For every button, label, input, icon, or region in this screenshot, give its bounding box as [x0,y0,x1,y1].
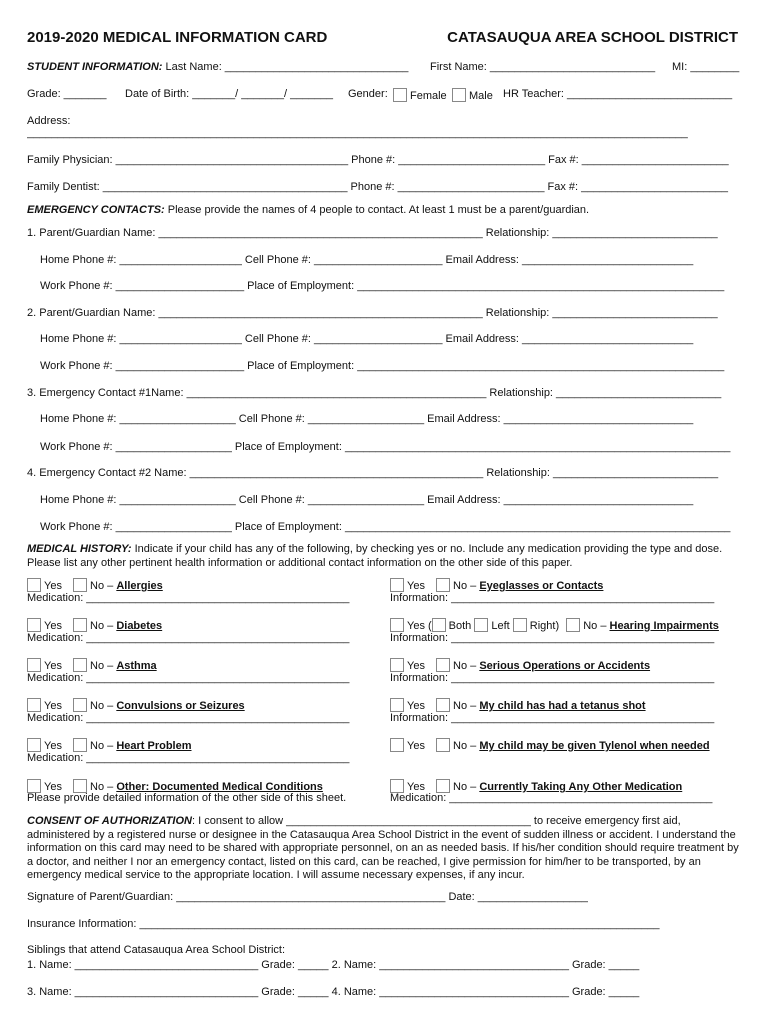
yes-label: Yes [407,580,425,592]
allergies-yes-checkbox[interactable] [27,578,41,592]
eyeglasses-yes-checkbox[interactable] [390,578,404,592]
allergies-no-checkbox[interactable] [73,578,87,592]
diabetes-yes-checkbox[interactable] [27,618,41,632]
both-label: Both [448,620,472,632]
no-label: No – [453,580,480,592]
hearing-both-checkbox[interactable] [432,618,446,632]
medical-instructions: Indicate if your child has any of the following, by checking yes or no. Include any medication providing the type and dose. Please list any other pertinent health information or additional contact information on the other side of this paper. [27,543,723,569]
diabetes-label: Diabetes [116,620,163,632]
tylenol-row [390,738,710,753]
emergency-instructions: Please provide the names of 4 people to contact. At least 1 must be a parent/guardian. [164,204,590,216]
consent-heading: CONSENT OF AUTHORIZATION [27,815,192,827]
contact3-work-row[interactable]: Work Phone #: ___________________ Place of Employment: _______________________________________________________________ [40,441,731,453]
yes-label: Yes [44,700,62,712]
no-label: No – [90,660,117,672]
left-label: Left [491,620,510,632]
yes-label: Yes [44,740,62,752]
family-dentist-row[interactable]: Family Dentist: ________________________________________ Phone #: ________________________ Fax #: ________________________ [27,181,728,193]
medical-history-header [27,543,745,570]
address-field[interactable]: ____________________________________________________________________________________________________________ [27,127,688,139]
heart-yes-checkbox[interactable] [27,738,41,752]
eyeglasses-no-checkbox[interactable] [436,578,450,592]
other-medication-field[interactable]: Medication: ___________________________________________ [390,792,713,804]
tylenol-label: My child may be given Tylenol when needed [479,740,710,752]
yes-label: Yes [44,580,62,592]
hr-teacher-field[interactable]: HR Teacher: ___________________________ [503,88,733,100]
last-name-field[interactable]: Last Name: ______________________________ [162,61,409,73]
asthma-row [27,658,157,673]
contact4-work-row[interactable]: Work Phone #: ___________________ Place of Employment: _______________________________________________________________ [40,521,731,533]
tetanus-information-field[interactable]: Information: ___________________________________________ [390,712,715,724]
contact3-phone-row[interactable]: Home Phone #: ___________________ Cell Phone #: ___________________ Email Address: _______________________________ [40,413,694,425]
student-name-row [27,61,745,74]
contact1-name-row[interactable]: 1. Parent/Guardian Name: _____________________________________________________ Relationship: ___________________________ [27,227,718,239]
seizures-medication-field[interactable]: Medication: ___________________________________________ [27,712,350,724]
eyeglasses-row [390,578,603,593]
tylenol-no-checkbox[interactable] [436,738,450,752]
hearing-yes-checkbox[interactable] [390,618,404,632]
contact4-phone-row[interactable]: Home Phone #: ___________________ Cell Phone #: ___________________ Email Address: _______________________________ [40,494,694,506]
hearing-no-checkbox[interactable] [566,618,580,632]
hearing-yes-label: Yes ( [407,620,432,632]
contact4-name-row[interactable]: 4. Emergency Contact #2 Name: ________________________________________________ Relationship: ___________________________ [27,467,719,479]
card-title: 2019-2020 MEDICAL INFORMATION CARD [27,29,328,46]
no-label: No – [583,620,610,632]
student-info-heading: STUDENT INFORMATION: [27,61,163,73]
asthma-label: Asthma [116,660,157,672]
tetanus-no-checkbox[interactable] [436,698,450,712]
consent-paragraph [27,815,745,883]
operations-yes-checkbox[interactable] [390,658,404,672]
seizures-no-checkbox[interactable] [73,698,87,712]
diabetes-medication-field[interactable]: Medication: ___________________________________________ [27,632,350,644]
signature-row[interactable]: Signature of Parent/Guardian: ____________________________________________ Date: __________________ [27,891,588,903]
seizures-label: Convulsions or Seizures [116,700,245,712]
family-physician-row[interactable]: Family Physician: ______________________________________ Phone #: ________________________ Fax #: ________________________ [27,154,729,166]
right-label: Right) [529,620,560,632]
tetanus-label: My child has had a tetanus shot [479,700,646,712]
yes-label: Yes [407,740,425,752]
operations-no-checkbox[interactable] [436,658,450,672]
heart-label: Heart Problem [116,740,192,752]
other-medication-no-checkbox[interactable] [436,779,450,793]
siblings-row-1[interactable]: 1. Name: ______________________________ Grade: _____ 2. Name: _______________________________ Grade: _____ [27,959,640,971]
siblings-row-2[interactable]: 3. Name: ______________________________ Grade: _____ 4. Name: _______________________________ Grade: _____ [27,986,640,998]
no-label: No – [90,580,117,592]
other-conditions-label: Other: Documented Medical Conditions [116,781,323,793]
hearing-row [390,618,719,633]
other-yes-checkbox[interactable] [27,779,41,793]
yes-label: Yes [44,660,62,672]
heart-no-checkbox[interactable] [73,738,87,752]
heart-medication-field[interactable]: Medication: ___________________________________________ [27,752,350,764]
other-conditions-note: Please provide detailed information of the other side of this sheet. [27,792,347,804]
tylenol-yes-checkbox[interactable] [390,738,404,752]
asthma-yes-checkbox[interactable] [27,658,41,672]
tetanus-row [390,698,646,713]
contact3-name-row[interactable]: 3. Emergency Contact #1Name: _________________________________________________ Relationship: ___________________________ [27,387,722,399]
yes-label: Yes [44,620,62,632]
no-label: No – [453,781,480,793]
no-label: No – [453,660,480,672]
contact1-work-row[interactable]: Work Phone #: _____________________ Place of Employment: ____________________________________________________________ [40,280,725,292]
male-label: Male [469,90,493,102]
no-label: No – [90,740,117,752]
male-checkbox[interactable] [452,88,466,102]
no-label: No – [453,700,480,712]
contact1-phone-row[interactable]: Home Phone #: ____________________ Cell Phone #: _____________________ Email Address: ____________________________ [40,254,694,266]
allergies-medication-field[interactable]: Medication: ___________________________________________ [27,592,350,604]
district-name: CATASAUQUA AREA SCHOOL DISTRICT [447,29,738,46]
contact2-phone-row[interactable]: Home Phone #: ____________________ Cell Phone #: _____________________ Email Address: ____________________________ [40,333,694,345]
eyeglasses-label: Eyeglasses or Contacts [479,580,604,592]
no-label: No – [453,740,480,752]
address-label: Address: [27,115,71,127]
seizures-yes-checkbox[interactable] [27,698,41,712]
mi-field[interactable]: MI: ________ [672,61,740,73]
other-no-checkbox[interactable] [73,779,87,793]
operations-label: Serious Operations or Accidents [479,660,651,672]
dob-field[interactable]: Date of Birth: _______/ _______/ _______ [125,88,333,100]
operations-row [390,658,650,673]
contact2-work-row[interactable]: Work Phone #: _____________________ Place of Employment: ____________________________________________________________ [40,360,725,372]
asthma-medication-field[interactable]: Medication: ___________________________________________ [27,672,350,684]
diabetes-no-checkbox[interactable] [73,618,87,632]
allergies-label: Allergies [116,580,163,592]
seizures-row [27,698,245,713]
insurance-row[interactable]: Insurance Information: _____________________________________________________________________________________ [27,918,660,930]
hearing-left-checkbox[interactable] [474,618,488,632]
emergency-contacts-header [27,204,745,217]
tetanus-yes-checkbox[interactable] [390,698,404,712]
grade-field[interactable]: Grade: _______ [27,88,107,100]
first-name-field[interactable]: First Name: ___________________________ [430,61,656,73]
yes-label: Yes [44,781,62,793]
student-details-row [27,88,745,101]
medical-heading: MEDICAL HISTORY: [27,543,132,555]
female-checkbox[interactable] [393,88,407,102]
no-label: No – [90,620,117,632]
diabetes-row [27,618,162,633]
yes-label: Yes [407,660,425,672]
heart-row [27,738,192,753]
siblings-heading: Siblings that attend Catasauqua Area School District: [27,944,286,956]
other-medication-label: Currently Taking Any Other Medication [479,781,683,793]
operations-information-field[interactable]: Information: ___________________________________________ [390,672,715,684]
consent-text: : I consent to allow ________________________________________ to receive emergency first aid, administered by a registered nurse or designee in the Catasauqua Area School District in the event of sudden illness or accident. I understand the information on this card may need to be shared with appropriate personnel, on an as needed basis. If his/her condition should require treatment by a doctor, and neither I nor an emergency contact, listed on this card, can be reached, I give permission for him/her to be transported, by an emergency medical service to the appropriate location. I will assume necessary expenses, if any incur. [27,815,739,881]
other-medication-yes-checkbox[interactable] [390,779,404,793]
yes-label: Yes [407,700,425,712]
hearing-right-checkbox[interactable] [513,618,527,632]
female-label: Female [410,90,447,102]
asthma-no-checkbox[interactable] [73,658,87,672]
hearing-information-field[interactable]: Information: ___________________________________________ [390,632,715,644]
eyeglasses-information-field[interactable]: Information: ___________________________________________ [390,592,715,604]
no-label: No – [90,700,117,712]
emergency-heading: EMERGENCY CONTACTS: [27,204,165,216]
no-label: No – [90,781,117,793]
gender-label: Gender: [348,88,388,100]
allergies-row [27,578,163,593]
contact2-name-row[interactable]: 2. Parent/Guardian Name: _____________________________________________________ Relationship: ___________________________ [27,307,718,319]
yes-label: Yes [407,781,425,793]
hearing-label: Hearing Impairments [609,620,719,632]
